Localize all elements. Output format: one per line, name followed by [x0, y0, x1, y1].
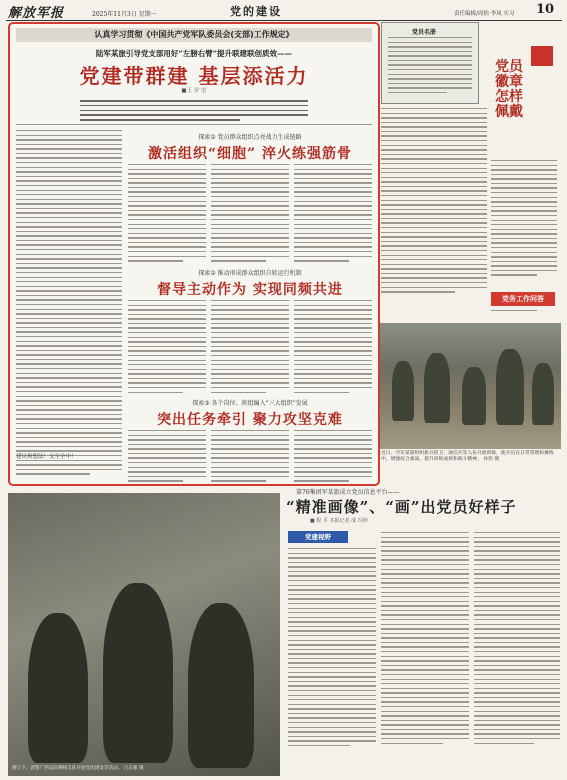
- divider: [16, 124, 372, 125]
- left-photo: [8, 493, 280, 776]
- left-photo-caption: 图①下，武警广西总队柳州支队开展党团建设等活动。 吕志强 摄: [12, 766, 144, 771]
- photo-figure: [28, 613, 88, 763]
- photo-figure: [392, 361, 414, 421]
- feature-kicker: 认真学习贯彻《中国共产党军队委员会(支部)工作规定》: [94, 30, 294, 39]
- main-feature-article: [8, 22, 380, 486]
- feature-headline: 党建带群建 基层添活力: [79, 64, 309, 88]
- photo-figure: [424, 353, 450, 423]
- section-3-col-a: [128, 430, 206, 482]
- sidebar-col-b: [491, 160, 557, 276]
- section-title: 党的建设: [230, 5, 282, 18]
- section-1-label: 探索① 党员群众组织点亮战力生成链路: [198, 134, 302, 141]
- section-2-col-c: [294, 300, 372, 393]
- newspaper-logo: 解放军报: [8, 6, 65, 21]
- section-3-col-c: [294, 430, 372, 482]
- section-2-col-a: [128, 300, 206, 393]
- section-1-col-a: [128, 164, 206, 262]
- sidebar-box: [381, 22, 479, 104]
- lower-headline: “精准画像”、“画”出党员好样子: [286, 498, 517, 516]
- section-3-col-b: [211, 430, 289, 482]
- sidebar-col-c: [491, 310, 557, 311]
- feature-byline: ■王 岁 宏: [181, 88, 207, 94]
- lower-col-c: [474, 532, 560, 744]
- lower-byline: ■ 程 平 本报记者 成 冯钟: [310, 518, 368, 524]
- masthead: [6, 2, 562, 21]
- photo-figure: [496, 349, 524, 425]
- intro-text: [80, 100, 308, 121]
- left-column-text: [16, 130, 122, 475]
- training-photo: [380, 323, 561, 449]
- section-3-label: 探索③ 各个岗位、班组编入“三大组织”发展: [192, 400, 308, 407]
- lower-col-b: [381, 532, 469, 744]
- sidebar: [381, 22, 559, 318]
- page-number: 10: [536, 2, 555, 17]
- section-2-label: 探索② 推动形成群众组织自转运行机制: [198, 270, 302, 277]
- sidebar-box-title: 党员名册: [412, 29, 437, 36]
- feature-subhead: 陆军某旅引导党支部用好“左膀右臂”提升联建联创质效——: [95, 49, 293, 58]
- section-2-col-b: [211, 300, 289, 393]
- sidebar-vertical-title: 党员徽章怎样佩戴: [495, 59, 523, 121]
- editor-credit: 责任编辑/周怡 李凤 实习: [454, 11, 515, 17]
- section-3-title: 突出任务牵引 聚力攻坚克难: [157, 412, 343, 428]
- party-badge-icon: [531, 46, 553, 66]
- section-2-title: 督导主动作为 实现同频共进: [157, 282, 343, 298]
- issue-date: 2025年11月3日 星期一: [92, 11, 157, 18]
- sidebar-col-a: [381, 108, 487, 293]
- photo-figure: [462, 367, 486, 425]
- photo-figure: [532, 363, 554, 425]
- section-1-title: 激活组织“细胞” 淬火练强筋骨: [148, 146, 352, 162]
- photo-figure: [188, 603, 254, 768]
- column-note: 建议和想法！交至全中！: [16, 454, 77, 460]
- sidebar-box-text: [388, 37, 472, 93]
- lower-kicker: 第76集团军某旅成立党员信息平台——: [296, 489, 400, 496]
- photo-caption: 近日，空军某旅组织新兵防卫、通信兵等入伍开展训练，使兵员在日常管理和操练中，增强综合素质。提升训练成效和战斗精神。 孙伟 摄: [381, 451, 554, 463]
- section-1-col-b: [211, 164, 289, 262]
- column-tag: 党建视野: [288, 531, 348, 543]
- lower-col-a: [288, 548, 376, 746]
- section-tag: 党务工作问答: [491, 292, 555, 306]
- kicker-bar: [16, 28, 372, 42]
- photo-figure: [103, 583, 173, 763]
- section-1-col-c: [294, 164, 372, 262]
